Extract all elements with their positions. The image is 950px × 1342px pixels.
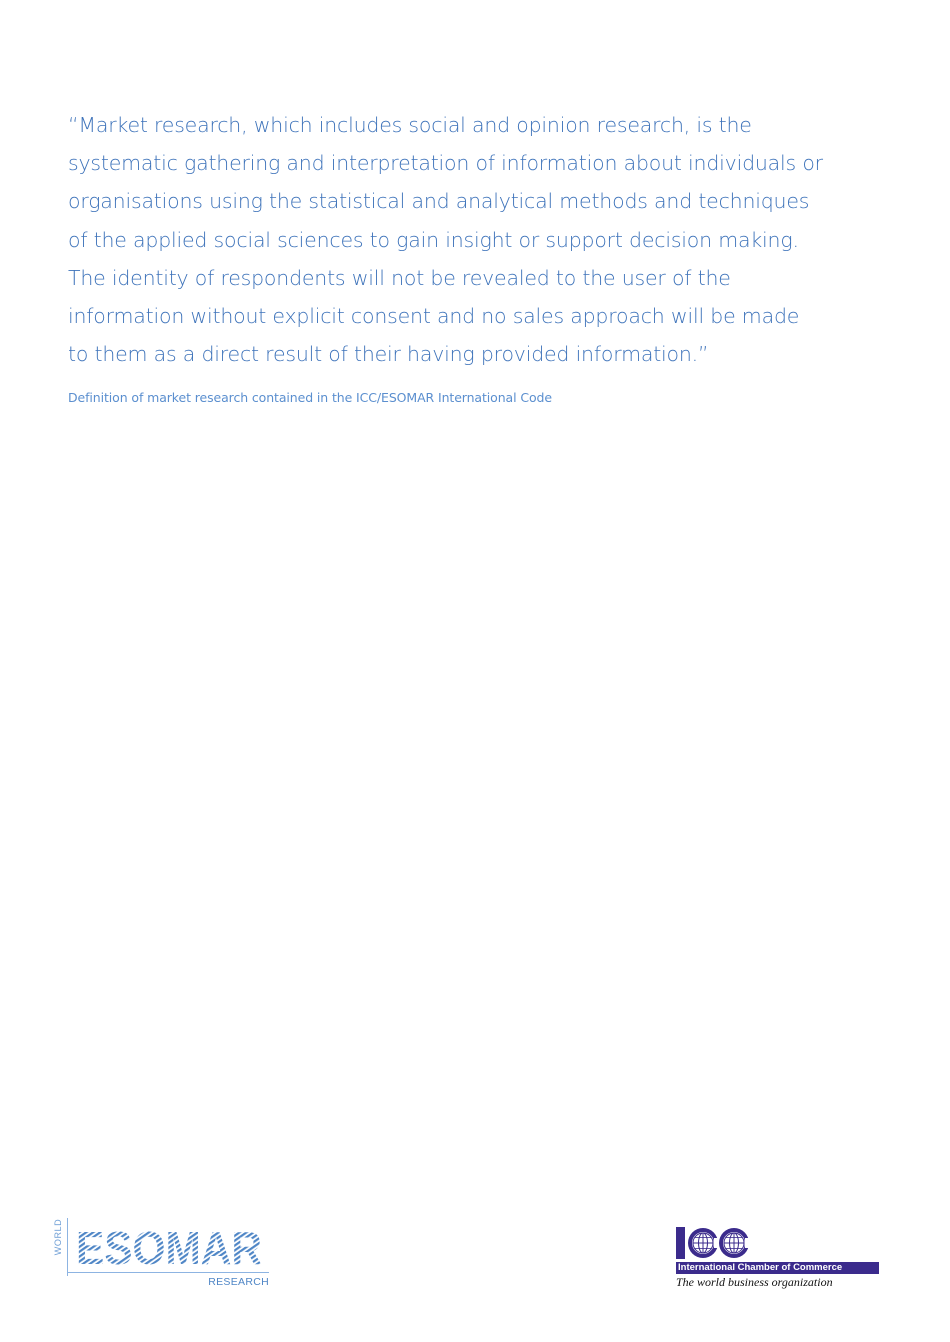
definition-quote [68,106,828,373]
quote-source: Definition of market research contained in the ICC/ESOMAR International Code [68,390,552,405]
quote-line: to them as a direct result of their having provided information.” [68,342,709,367]
quote-line: of the applied social sciences to gain insight or support decision making. [68,227,799,252]
quote-line: systematic gathering and interpretation of information about individuals or [68,151,823,176]
icc-logo [676,1226,880,1290]
esomar-wordmark-text: ESOMAR [76,1222,262,1270]
icc-tagline: The world business organization [676,1275,833,1289]
quote-line: information without explicit consent and no sales approach will be made [68,304,800,329]
icc-name-bar [676,1262,879,1274]
esomar-wordmark [74,1220,266,1270]
quote-line: “Market research, which includes social and opinion research, is the [68,113,752,137]
quote-line: organisations using the statistical and analytical methods and techniques [68,189,810,214]
esomar-world-label: WORLD [53,1218,63,1256]
esomar-research-label: RESEARCH [208,1276,269,1288]
esomar-logo [52,1214,272,1290]
quote-line: The identity of respondents will not be revealed to the user of the [68,265,731,290]
esomar-horizontal-rule [67,1272,269,1273]
esomar-vertical-rule [67,1218,68,1276]
icc-globe-mark [676,1226,752,1260]
icc-name: International Chamber of Commerce [678,1262,843,1273]
